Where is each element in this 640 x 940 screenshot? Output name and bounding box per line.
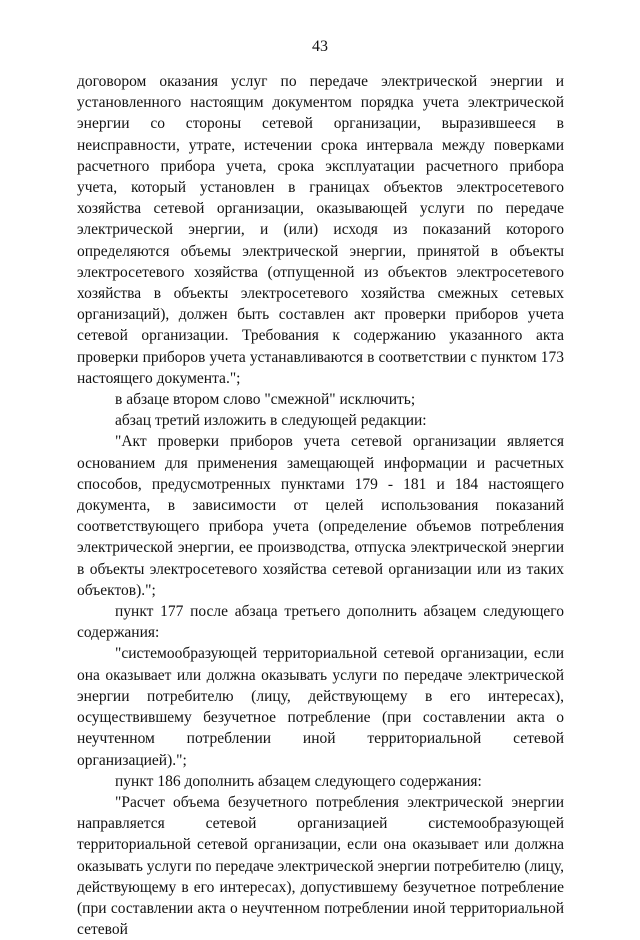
- paragraph-6: "системообразующей территориальной сетевой организации, если она оказывает или должна оказывать услуги по передаче электрической энергии потребителю (лицу, действующему в его интересах), осуществившему безучетное потребление (при составлении акта о неучтенном потреблении иной территориальной сетевой организацией).";: [77, 645, 564, 769]
- paragraph-8: "Расчет объема безучетного потребления электрической энергии направляется сетевой организацией системообразующей территориальной сетевой организации, если она оказывает или должна оказывать услуги по передаче электрической энергии потребителю (лицу, действующему в его интересах), допустившему безучетное потребление (при составлении акта о неучтенном потреблении иной территориальной сетевой: [77, 793, 564, 939]
- paragraph-7: пункт 186 дополнить абзацем следующего содержания:: [115, 772, 482, 790]
- paragraph-3: абзац третий изложить в следующей редакции:: [115, 412, 427, 430]
- paragraph-5: пункт 177 после абзаца третьего дополнить абзацем следующего содержания:: [77, 603, 564, 642]
- document-body: [77, 71, 564, 940]
- paragraph-1: договором оказания услуг по передаче электрической энергии и установленного настоящим документом порядка учета электрической энергии со стороны сетевой организации, выразившееся в неисправности, утрате, истечении срока интервала между поверками расчетного прибора учета, срока эксплуатации расчетного прибора учета, который установлен в границах объектов электросетевого хозяйства сетевой организации, оказывающей услуги по передаче электрической энергии, и (или) исходя из показаний которого определяются объемы электрической энергии, принятой в объекты электросетевого хозяйства (отпущенной из объектов электросетевого хозяйства в объекты электросетевого хозяйства смежных сетевых организаций), должен быть составлен акт проверки приборов учета сетевой организации. Требования к содержанию указанного акта проверки приборов учета устанавливаются в соответствии с пунктом 173 настоящего документа.";: [77, 73, 564, 387]
- page-number: 43: [312, 38, 328, 55]
- paragraph-2: в абзаце втором слово "смежной" исключить;: [115, 391, 416, 409]
- paragraph-4: "Акт проверки приборов учета сетевой организации является основанием для применения замещающей информации и расчетных способов, предусмотренных пунктами 179 - 181 и 184 настоящего документа, в зависимости от целей использования показаний соответствующего прибора учета (определение объемов потребления электрической энергии, ее производства, отпуска электрической энергии в объекты электросетевого хозяйства сетевой организации или из таких объектов).";: [77, 433, 564, 599]
